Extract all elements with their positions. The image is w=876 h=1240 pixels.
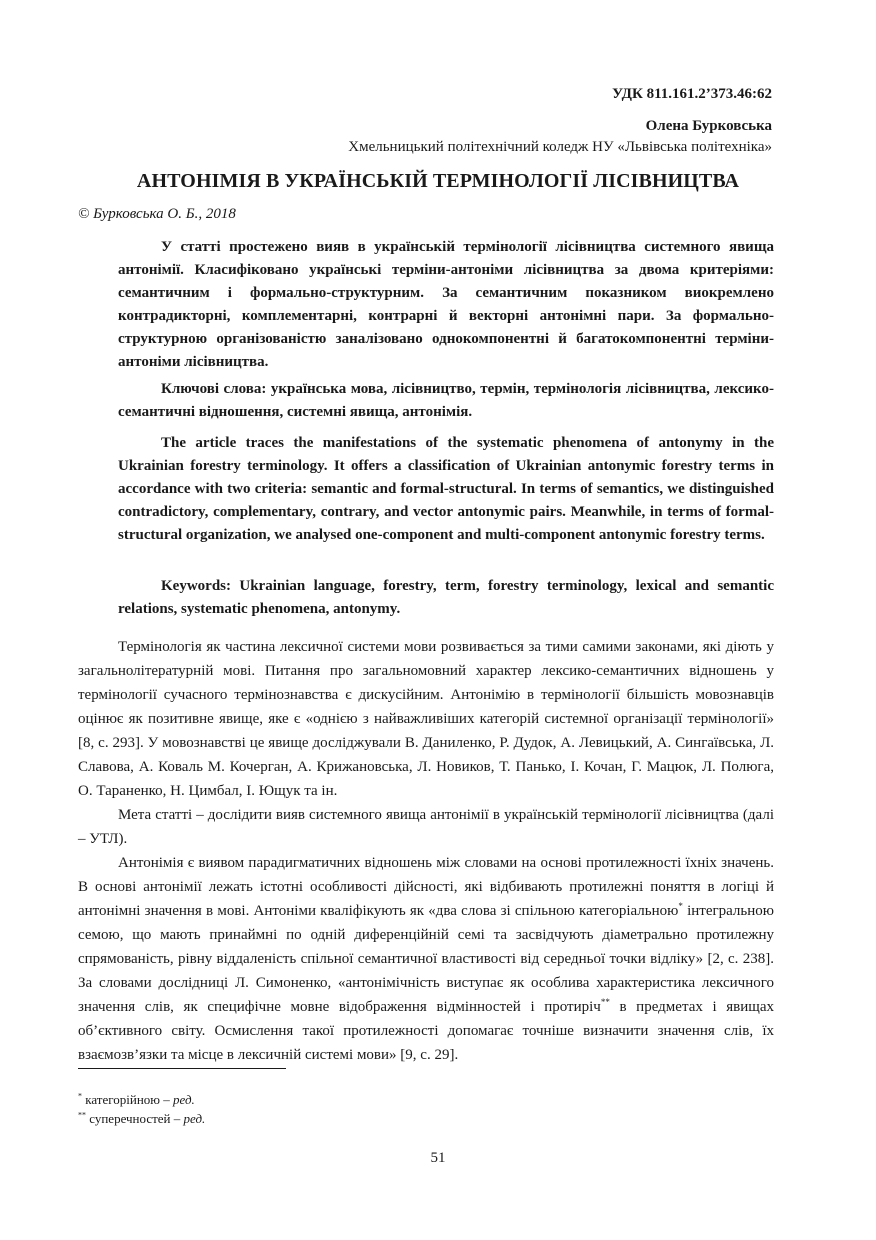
body-paragraph-3 bbox=[78, 851, 774, 1067]
footnote-divider bbox=[78, 1068, 286, 1069]
body-paragraph-3-part-a: Антонімія є виявом парадигматичних відношень між словами на основі протилежності їхніх значень. В основі антонімії лежать істотні особливості дійсності, які відбивають протилежні поняття в логіці й антонімні значення в мові. Антоніми кваліфікують як «два слова зі спільною категоріальною bbox=[78, 855, 774, 919]
udk-code: УДК 811.161.2’373.46:62 bbox=[612, 86, 772, 102]
footnote-ref-2: ** bbox=[600, 997, 610, 1007]
keywords-english bbox=[118, 575, 774, 621]
body-paragraph-2: Мета статті – дослідити вияв системного явища антонімії в українській термінології лісівництва (далі – УТЛ). bbox=[78, 807, 774, 847]
body-paragraph-3-part-c: в предметах і явищах об’єктивного світу. Осмислення такої протилежності допомагає точніше визначити значення слів, їх взаємозв’язки та місце в лексичній системі мови» [9, с. 29]. bbox=[78, 999, 774, 1063]
author-name: Олена Бурковська bbox=[645, 118, 772, 134]
abstract-ukrainian: У статті простежено вияв в українській термінології лісівництва системного явища антонімії. Класифіковано українські терміни-антоніми лісівництва за двома критеріями: семантичним і формально-структурним. За семантичним показником виокремлено контрадикторні, комплементарні, контрарні й векторні антонімні пари. За формально-структурною організованістю заналізовано однокомпонентні й багатокомпонентні терміни-антоніми лісівництва. bbox=[118, 239, 774, 370]
footnote-2 bbox=[78, 1109, 205, 1128]
footnote-1-text: категорійною – bbox=[85, 1092, 173, 1107]
body-paragraph-3-part-b: інтегральною семою, що мають принаймні по одній диференційній семі та засвідчують діаметрально протилежну спрямованість, рівну віддаленість спільної семантичної властивості від середньої точки відліку» [2, с. 238]. За словами дослідниці Л. Симоненко, «антонімічність виступає як особлива характеристика лексичного значення слів, як специфічне мовне відображення відмінностей і протиріч bbox=[78, 903, 774, 1015]
footnote-2-mark: ** bbox=[78, 1110, 86, 1120]
footnote-1-note: ред. bbox=[173, 1092, 195, 1107]
keywords-english-text: Ukrainian language, forestry, term, forestry terminology, lexical and semantic relations, systematic phenomena, antonymy. bbox=[118, 578, 775, 617]
footnote-1-mark: * bbox=[78, 1091, 82, 1101]
footnote-ref-1: * bbox=[678, 901, 683, 911]
body-paragraph-1: Термінологія як частина лексичної системи мови розвивається за тими самими законами, які діють у загальнолітературній мові. Питання про загальномовний характер лексико-семантичних відношень у термінології сучасного термінознавства є дискусійним. Антонімію в термінології більшість мовознавців оцінює як позитивне явище, яке є «однією з найважливіших категорій системної організації термінології» [8, с. 293]. У мовознавстві це явище досліджували В. Даниленко, Р. Дудок, А. Левицький, А. Сингаївська, Л. Славова, А. Коваль М. Кочерган, А. Крижановська, Л. Новиков, Т. Панько, І. Кочан, Г. Мацюк, Л. Полюга, О. Тараненко, Н. Цимбал, І. Ющук та ін. bbox=[78, 639, 774, 799]
page-number: 51 bbox=[430, 1150, 446, 1166]
footnote-1 bbox=[78, 1090, 205, 1109]
article-title: АНТОНІМІЯ В УКРАЇНСЬКІЙ ТЕРМІНОЛОГІЇ ЛІСІВНИЦТВА bbox=[136, 170, 740, 192]
footnote-2-text: суперечностей – bbox=[89, 1111, 184, 1126]
footnote-2-note: ред. bbox=[183, 1111, 206, 1126]
keywords-ukrainian bbox=[118, 378, 774, 424]
article-body bbox=[78, 635, 774, 1067]
keywords-ukrainian-text: українська мова, лісівництво, термін, термінологія лісівництва, лексико-семантичні відношення, системні явища, антонімія. bbox=[118, 381, 774, 420]
copyright-line: © Бурковська О. Б., 2018 bbox=[78, 206, 236, 222]
footnotes bbox=[78, 1090, 205, 1128]
abstract-english: The article traces the manifestations of the systematic phenomena of antonymy in the Ukrainian forestry terminology. It offers a classification of Ukrainian antonymic forestry terms in accordance with two criteria: semantic and formal-structural. In terms of semantics, we distinguished contradictory, complementary, contrary, and vector antonymic pairs. Meanwhile, in terms of formal-structural organization, we analysed one-component and multi-component antonymic forestry terms. bbox=[118, 435, 774, 543]
author-affiliation: Хмельницький політехнічний коледж НУ «Львівська політехніка» bbox=[348, 139, 772, 155]
keywords-english-label: Keywords: bbox=[161, 578, 231, 594]
keywords-ukrainian-label: Ключові слова: bbox=[161, 381, 267, 397]
